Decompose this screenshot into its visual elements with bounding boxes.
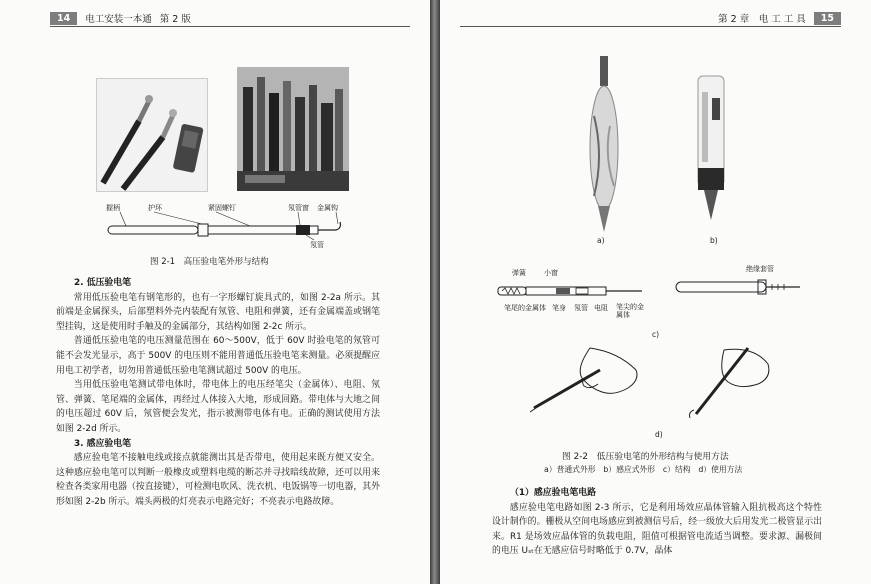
- photo-high-voltage-pens: [96, 78, 208, 192]
- edition: 第 2 版: [159, 14, 191, 25]
- subfig-b-label: b): [710, 236, 718, 245]
- section-heading-low-voltage: 2. 低压验电笔: [74, 278, 132, 288]
- left-body-text: [56, 276, 380, 510]
- figure-2-2-caption: 图 2-2 低压验电笔的外形结构与使用方法: [562, 452, 729, 462]
- right-body-text: [492, 486, 822, 559]
- book-gutter: [430, 0, 440, 584]
- paragraph: 普通低压验电笔的电压测量范围在 60～500V，低于 60V 时验电笔的氖管可能不会发光显示，高于 500V 的电压则不能用普通低压验电笔来测量。必须提醒应用电工初学者，切勿用普通低压验电笔测试超过 500V 的电压。: [56, 336, 380, 376]
- label-pen-body: 笔身: [552, 304, 566, 312]
- page-number: 15: [814, 12, 841, 25]
- label-grip: 握柄: [106, 204, 120, 212]
- photo-induction-pen: [690, 72, 732, 222]
- book-title: 电工安装一本通: [85, 14, 152, 25]
- page-number: 14: [50, 12, 77, 25]
- page-header: [50, 10, 410, 26]
- subfig-c-label: c): [652, 330, 660, 339]
- paragraph: 常用低压验电笔有钢笔形的，也有一字形螺钉旋具式的，如图 2-2a 所示。其前端是金属探头，后部塑料外壳内装配有氖管、电阻和弹簧，还有金属端盖或钢笔型挂钩，这是使用时手触及的金属部分，其结构如图 2-2c 所示。: [56, 292, 380, 332]
- subfig-d-label: d): [655, 430, 663, 439]
- photo-tool-rack: [237, 67, 349, 191]
- header-rule: [460, 26, 841, 27]
- diagram-pen-structure: [496, 282, 646, 300]
- left-page: [0, 0, 430, 584]
- label-screw: 紧固螺钉: [208, 204, 236, 212]
- label-neon: 氖管: [574, 304, 588, 312]
- chapter-title: 第 2 章 电 工 工 具: [718, 14, 806, 25]
- subfig-a-label: a): [597, 236, 605, 245]
- label-insulating-sleeve: 绝缘套管: [746, 265, 774, 273]
- label-small-window: 小窗: [544, 269, 558, 277]
- label-guard-ring: 护环: [148, 204, 162, 212]
- paragraph: 感应验电笔不接触电线或接点就能测出其是否带电，使用起来既方便又安全。这种感应验电笔可以判断一般橡皮或塑料电缆的断芯并寻找暗线故障，还可以用来检查各类家用电器（按直接键），可检测电吹风、洗衣机、电饭锅等一切电器，其外形如图 2-2b 所示。端头两极的灯亮表示电路完好；不亮表示电路故障。: [56, 453, 380, 507]
- paragraph: 感应验电笔电路如图 2-3 所示，它是利用场效应晶体管输入阻抗极高这个特性设计制作的。栅极从空间电场感应到被测信号后，经一级放大后用发光二极管显示出来。R1 是场效应晶体管的负载电阻，阻值可根据管电流适当调整。要求源、漏极间的电压 Uₛₜ在无感应信号时略低于 0.7V，晶体: [492, 502, 822, 557]
- page-header: [460, 10, 841, 26]
- section-heading-induction: 3. 感应验电笔: [74, 438, 132, 449]
- drawing-hand-with-pen-2: [684, 340, 774, 420]
- label-tip-metal: 笔尖的金属体: [616, 303, 644, 319]
- label-neon-tube: 氖管: [310, 241, 324, 249]
- right-page: [440, 0, 871, 584]
- label-neon-window: 氖管窗: [288, 204, 309, 212]
- paragraph: 当用低压验电笔测试带电体时，带电体上的电压经笔尖（金属体）、电阻、氖管、弹簧、笔尾端的金属体，再经过人体接入大地，形成回路。带电体与大地之间的电压超过 60V 后，氖管便会发光，指示被测带电体有电。正确的测试使用方法如图 2-2d 所示。: [56, 380, 380, 434]
- section-heading-induction-circuit: （1）感应验电笔电路: [510, 488, 597, 498]
- label-metal-hook: 金属钩: [317, 204, 338, 212]
- header-rule: [50, 26, 410, 27]
- figure-2-2-subcaption: a）普通式外形 b）感应式外形 c）结构 d）使用方法: [544, 465, 743, 474]
- label-resistor: 电阻: [594, 304, 608, 312]
- label-spring: 弹簧: [512, 269, 526, 277]
- diagram-insulated-pen: [672, 274, 802, 300]
- drawing-hand-with-pen-1: [530, 342, 642, 416]
- label-tail-metal: 笔尾的金属体: [504, 304, 546, 312]
- figure-2-1-caption: 图 2-1 高压验电笔外形与结构: [150, 257, 269, 267]
- photo-standard-pen: [580, 56, 630, 234]
